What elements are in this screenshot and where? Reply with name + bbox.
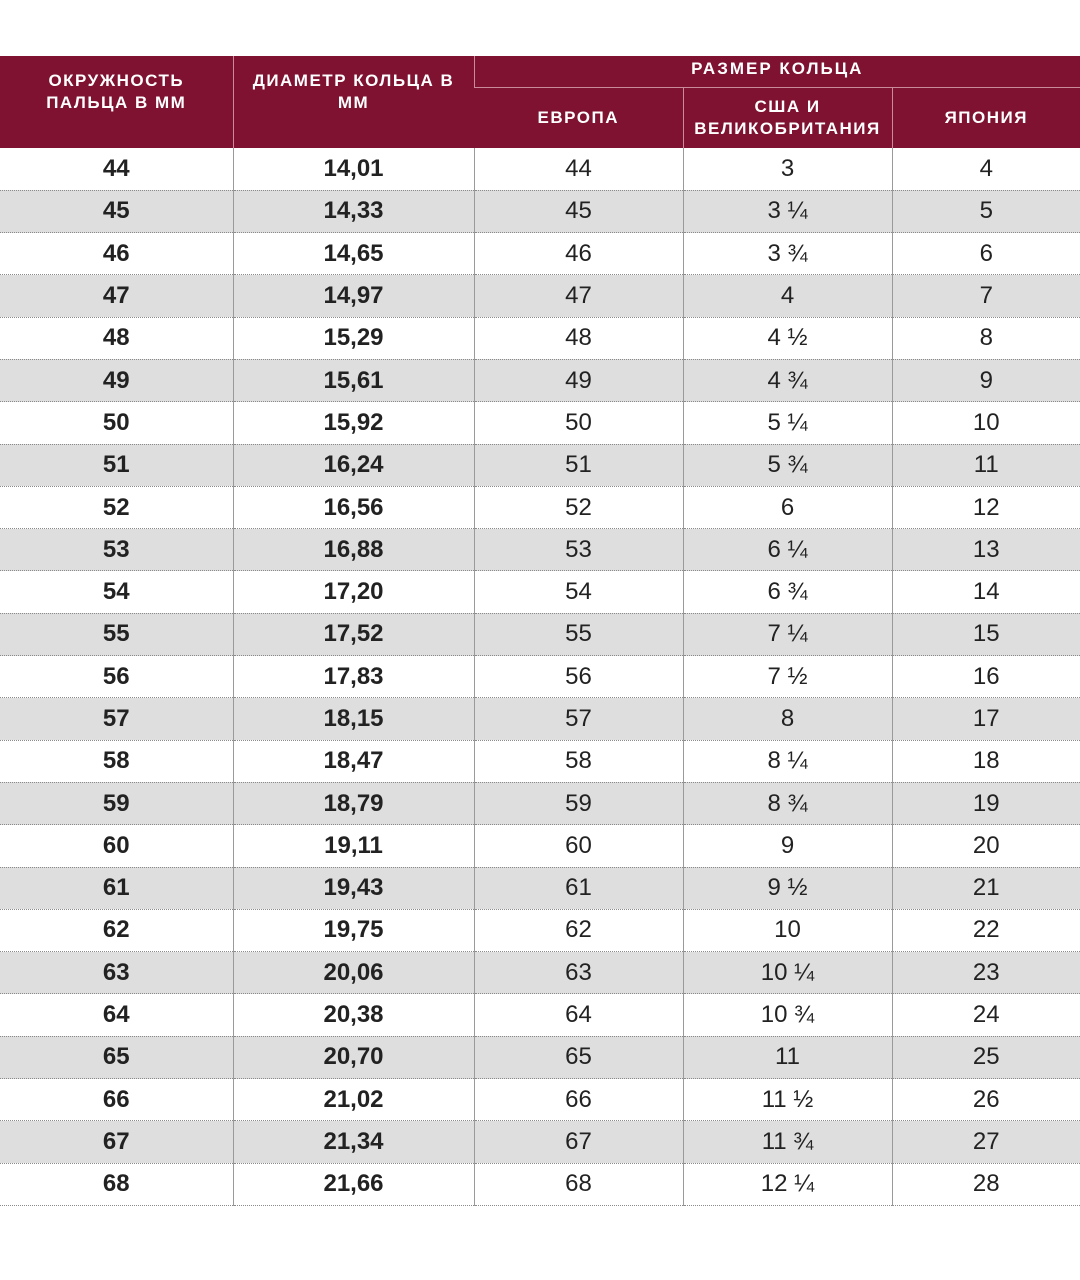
- japan-cell: 7: [892, 275, 1080, 317]
- europe-cell: 67: [474, 1121, 683, 1163]
- diameter-cell: 17,83: [233, 656, 474, 698]
- usa-uk-cell: 11 ½: [683, 1079, 892, 1121]
- table-row: [0, 190, 1080, 232]
- japan-cell: 23: [892, 952, 1080, 994]
- diameter-cell: 19,43: [233, 867, 474, 909]
- europe-cell: 55: [474, 613, 683, 655]
- japan-cell: 17: [892, 698, 1080, 740]
- europe-cell: 59: [474, 782, 683, 824]
- diameter-cell: 16,88: [233, 529, 474, 571]
- header-usa-uk: США И ВЕЛИКОБРИТАНИЯ: [683, 87, 892, 148]
- table-row: [0, 952, 1080, 994]
- header-circumference: ОКРУЖНОСТЬ ПАЛЬЦА В ММ: [0, 56, 233, 148]
- table-row: [0, 656, 1080, 698]
- diameter-cell: 16,56: [233, 486, 474, 528]
- europe-cell: 47: [474, 275, 683, 317]
- circumference-cell: 45: [0, 190, 233, 232]
- europe-cell: 46: [474, 233, 683, 275]
- circumference-cell: 64: [0, 994, 233, 1036]
- japan-cell: 26: [892, 1079, 1080, 1121]
- table-header: [0, 56, 1080, 148]
- europe-cell: 58: [474, 740, 683, 782]
- japan-cell: 21: [892, 867, 1080, 909]
- usa-uk-cell: 9 ½: [683, 867, 892, 909]
- diameter-cell: 14,97: [233, 275, 474, 317]
- usa-uk-cell: 8 ¼: [683, 740, 892, 782]
- circumference-cell: 46: [0, 233, 233, 275]
- header-ring-size: РАЗМЕР КОЛЬЦА: [474, 56, 1080, 87]
- europe-cell: 56: [474, 656, 683, 698]
- japan-cell: 25: [892, 1036, 1080, 1078]
- europe-cell: 64: [474, 994, 683, 1036]
- diameter-cell: 21,34: [233, 1121, 474, 1163]
- usa-uk-cell: 6 ¼: [683, 529, 892, 571]
- usa-uk-cell: 12 ¼: [683, 1163, 892, 1205]
- usa-uk-cell: 7 ½: [683, 656, 892, 698]
- circumference-cell: 58: [0, 740, 233, 782]
- usa-uk-cell: 8: [683, 698, 892, 740]
- europe-cell: 63: [474, 952, 683, 994]
- circumference-cell: 60: [0, 825, 233, 867]
- japan-cell: 12: [892, 486, 1080, 528]
- usa-uk-cell: 11: [683, 1036, 892, 1078]
- usa-uk-cell: 4: [683, 275, 892, 317]
- diameter-cell: 21,66: [233, 1163, 474, 1205]
- diameter-cell: 14,01: [233, 148, 474, 190]
- europe-cell: 49: [474, 359, 683, 401]
- usa-uk-cell: 3: [683, 148, 892, 190]
- header-europe: ЕВРОПА: [474, 87, 683, 148]
- europe-cell: 53: [474, 529, 683, 571]
- table-row: [0, 1079, 1080, 1121]
- usa-uk-cell: 4 ¾: [683, 359, 892, 401]
- diameter-cell: 18,79: [233, 782, 474, 824]
- europe-cell: 60: [474, 825, 683, 867]
- circumference-cell: 66: [0, 1079, 233, 1121]
- table-row: [0, 825, 1080, 867]
- usa-uk-cell: 5 ¾: [683, 444, 892, 486]
- diameter-cell: 19,75: [233, 909, 474, 951]
- usa-uk-cell: 10 ¼: [683, 952, 892, 994]
- table-row: [0, 317, 1080, 359]
- table-row: [0, 571, 1080, 613]
- japan-cell: 13: [892, 529, 1080, 571]
- table-row: [0, 529, 1080, 571]
- diameter-cell: 15,61: [233, 359, 474, 401]
- europe-cell: 62: [474, 909, 683, 951]
- usa-uk-cell: 10 ¾: [683, 994, 892, 1036]
- circumference-cell: 55: [0, 613, 233, 655]
- table-row: [0, 782, 1080, 824]
- usa-uk-cell: 9: [683, 825, 892, 867]
- circumference-cell: 53: [0, 529, 233, 571]
- circumference-cell: 68: [0, 1163, 233, 1205]
- europe-cell: 52: [474, 486, 683, 528]
- diameter-cell: 20,70: [233, 1036, 474, 1078]
- circumference-cell: 57: [0, 698, 233, 740]
- circumference-cell: 56: [0, 656, 233, 698]
- europe-cell: 68: [474, 1163, 683, 1205]
- usa-uk-cell: 10: [683, 909, 892, 951]
- japan-cell: 4: [892, 148, 1080, 190]
- japan-cell: 5: [892, 190, 1080, 232]
- diameter-cell: 14,33: [233, 190, 474, 232]
- circumference-cell: 61: [0, 867, 233, 909]
- japan-cell: 24: [892, 994, 1080, 1036]
- japan-cell: 19: [892, 782, 1080, 824]
- japan-cell: 9: [892, 359, 1080, 401]
- diameter-cell: 17,20: [233, 571, 474, 613]
- circumference-cell: 63: [0, 952, 233, 994]
- table-row: [0, 994, 1080, 1036]
- europe-cell: 65: [474, 1036, 683, 1078]
- europe-cell: 45: [474, 190, 683, 232]
- japan-cell: 8: [892, 317, 1080, 359]
- table-row: [0, 402, 1080, 444]
- europe-cell: 57: [474, 698, 683, 740]
- ring-size-table-container: [0, 56, 1080, 1224]
- japan-cell: 22: [892, 909, 1080, 951]
- japan-cell: 20: [892, 825, 1080, 867]
- diameter-cell: 20,38: [233, 994, 474, 1036]
- usa-uk-cell: 5 ¼: [683, 402, 892, 444]
- table-row: [0, 909, 1080, 951]
- table-row: [0, 359, 1080, 401]
- table-row: [0, 444, 1080, 486]
- diameter-cell: 18,15: [233, 698, 474, 740]
- table-body: [0, 148, 1080, 1205]
- diameter-cell: 15,29: [233, 317, 474, 359]
- japan-cell: 11: [892, 444, 1080, 486]
- japan-cell: 18: [892, 740, 1080, 782]
- japan-cell: 10: [892, 402, 1080, 444]
- circumference-cell: 49: [0, 359, 233, 401]
- table-row: [0, 275, 1080, 317]
- usa-uk-cell: 6: [683, 486, 892, 528]
- circumference-cell: 54: [0, 571, 233, 613]
- usa-uk-cell: 11 ¾: [683, 1121, 892, 1163]
- circumference-cell: 67: [0, 1121, 233, 1163]
- usa-uk-cell: 3 ¾: [683, 233, 892, 275]
- table-row: [0, 1036, 1080, 1078]
- europe-cell: 44: [474, 148, 683, 190]
- japan-cell: 27: [892, 1121, 1080, 1163]
- circumference-cell: 50: [0, 402, 233, 444]
- usa-uk-cell: 8 ¾: [683, 782, 892, 824]
- usa-uk-cell: 4 ½: [683, 317, 892, 359]
- table-row: [0, 233, 1080, 275]
- circumference-cell: 62: [0, 909, 233, 951]
- japan-cell: 6: [892, 233, 1080, 275]
- circumference-cell: 59: [0, 782, 233, 824]
- diameter-cell: 16,24: [233, 444, 474, 486]
- diameter-cell: 17,52: [233, 613, 474, 655]
- table-row: [0, 613, 1080, 655]
- table-row: [0, 740, 1080, 782]
- europe-cell: 66: [474, 1079, 683, 1121]
- table-row: [0, 867, 1080, 909]
- usa-uk-cell: 6 ¾: [683, 571, 892, 613]
- circumference-cell: 47: [0, 275, 233, 317]
- circumference-cell: 44: [0, 148, 233, 190]
- header-diameter: ДИАМЕТР КОЛЬЦА В ММ: [233, 56, 474, 148]
- diameter-cell: 20,06: [233, 952, 474, 994]
- diameter-cell: 19,11: [233, 825, 474, 867]
- japan-cell: 14: [892, 571, 1080, 613]
- japan-cell: 15: [892, 613, 1080, 655]
- header-japan: ЯПОНИЯ: [892, 87, 1080, 148]
- europe-cell: 48: [474, 317, 683, 359]
- table-row: [0, 486, 1080, 528]
- circumference-cell: 51: [0, 444, 233, 486]
- diameter-cell: 14,65: [233, 233, 474, 275]
- usa-uk-cell: 7 ¼: [683, 613, 892, 655]
- diameter-cell: 21,02: [233, 1079, 474, 1121]
- circumference-cell: 65: [0, 1036, 233, 1078]
- table-row: [0, 1163, 1080, 1205]
- circumference-cell: 52: [0, 486, 233, 528]
- table-row: [0, 698, 1080, 740]
- usa-uk-cell: 3 ¼: [683, 190, 892, 232]
- japan-cell: 16: [892, 656, 1080, 698]
- europe-cell: 61: [474, 867, 683, 909]
- europe-cell: 54: [474, 571, 683, 613]
- japan-cell: 28: [892, 1163, 1080, 1205]
- europe-cell: 51: [474, 444, 683, 486]
- table-row: [0, 1121, 1080, 1163]
- diameter-cell: 15,92: [233, 402, 474, 444]
- ring-size-table: [0, 56, 1080, 1206]
- circumference-cell: 48: [0, 317, 233, 359]
- europe-cell: 50: [474, 402, 683, 444]
- diameter-cell: 18,47: [233, 740, 474, 782]
- table-row: [0, 148, 1080, 190]
